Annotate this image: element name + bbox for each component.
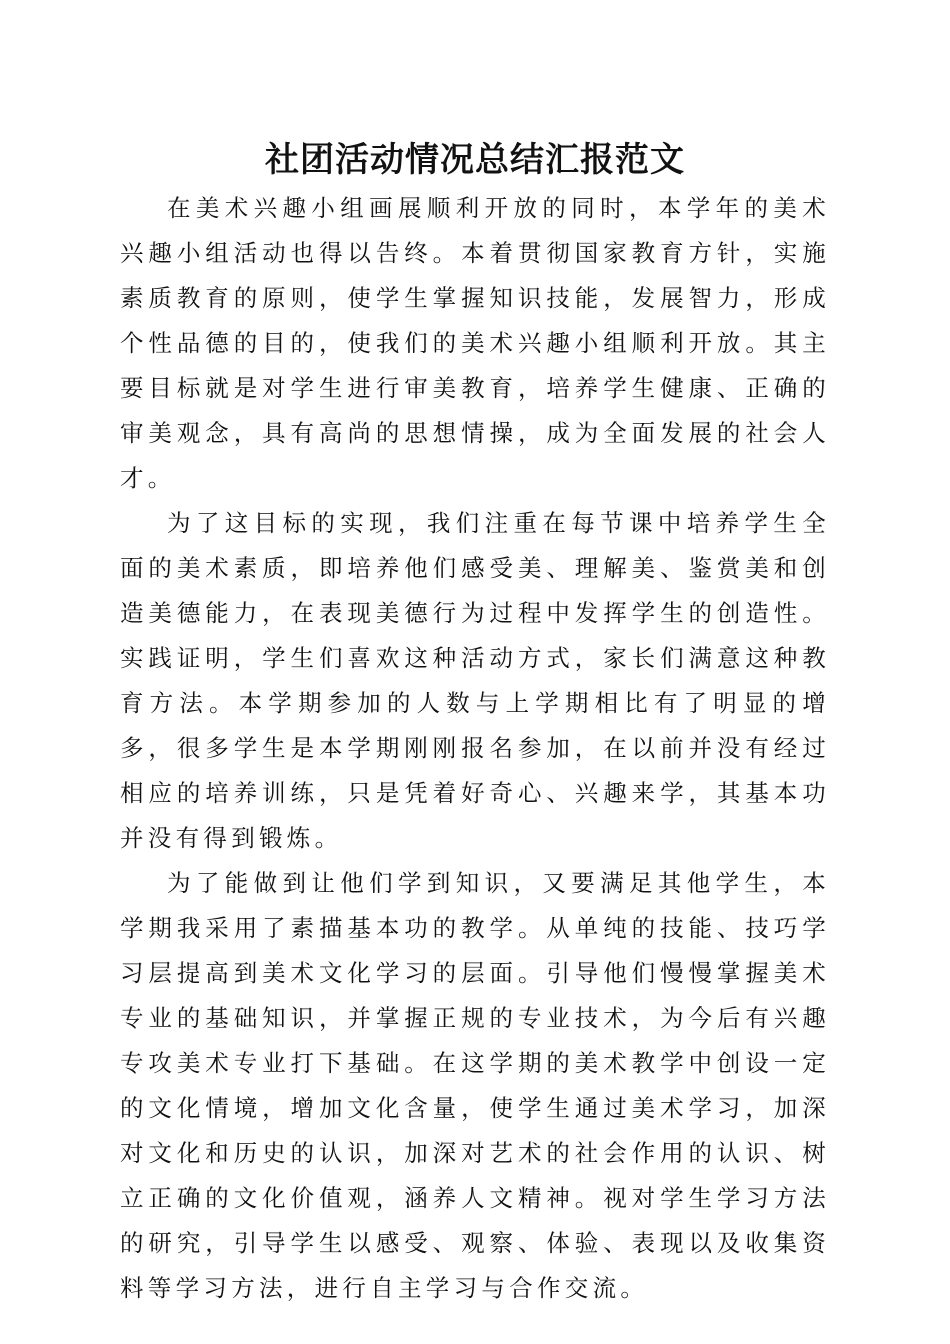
paragraph-2: 为了这目标的实现，我们注重在每节课中培养学生全面的美术素质，即培养他们感受美、理解美、鉴赏美和创造美德能力，在表现美德行为过程中发挥学生的创造性。实践证明，学生们喜欢这种活动方式，家长们满意这种教育方法。本学期参加的人数与上学期相比有了明显的增多，很多学生是本学期刚刚报名参加，在以前并没有经过相应的培养训练，只是凭着好奇心、兴趣来学，其基本功并没有得到锻炼。: [120, 509, 830, 852]
document-title: 社团活动情况总结汇报范文: [265, 140, 685, 180]
paragraph-3: 为了能做到让他们学到知识，又要满足其他学生，本学期我采用了素描基本功的教学。从单纯的技能、技巧学习层提高到美术文化学习的层面。引导他们慢慢掌握美术专业的基础知识，并掌握正规的专业技术，为今后有兴趣专攻美术专业打下基础。在这学期的美术教学中创设一定的文化情境，增加文化含量，使学生通过美术学习，加深对文化和历史的认识，加深对艺术的社会作用的认识、树立正确的文化价值观，涵养人文精神。视对学生学习方法的研究，引导学生以感受、观察、体验、表现以及收集资料等学习方法，进行自主学习与合作交流。: [120, 869, 830, 1302]
paragraph-1: 在美术兴趣小组画展顺利开放的同时，本学年的美术兴趣小组活动也得以告终。本着贯彻国家教育方针，实施素质教育的原则，使学生掌握知识技能，发展智力，形成个性品德的目的，使我们的美术兴趣小组顺利开放。其主要目标就是对学生进行审美教育，培养学生健康、正确的审美观念，具有高尚的思想情操，成为全面发展的社会人才。: [120, 194, 830, 492]
document-body: [120, 186, 830, 1311]
